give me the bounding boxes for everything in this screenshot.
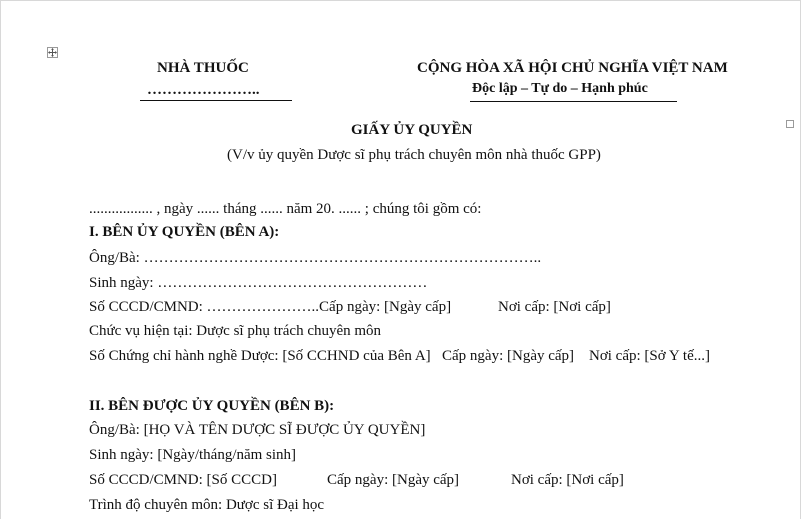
- party-b-id-place: Nơi cấp: [Nơi cấp]: [511, 472, 624, 488]
- page-border-left: [0, 0, 1, 519]
- party-a-cert-date: Cấp ngày: [Ngày cấp]: [442, 348, 575, 364]
- left-header-underline: [140, 100, 292, 101]
- party-a-cert-place: Nơi cấp: [Sở Y tế...]: [589, 348, 710, 364]
- party-a-id-place: Nơi cấp: [Nơi cấp]: [498, 299, 611, 315]
- party-a-dob: Sinh ngày: ………………………………………………: [89, 275, 428, 291]
- party-a-id: Số CCCD/CMND: …………………..Cấp ngày: [Ngày cấp]: [89, 299, 452, 315]
- party-a-cert: Số Chứng chỉ hành nghề Dược: [Số CCHND của Bên A]: [89, 348, 431, 364]
- table-move-handle[interactable]: [47, 47, 58, 58]
- document-title: GIẤY ỦY QUYỀN: [351, 122, 473, 138]
- motto-underline: [470, 101, 677, 102]
- move-icon: [48, 48, 57, 57]
- party-b-name: Ông/Bà: [HỌ VÀ TÊN DƯỢC SĨ ĐƯỢC ỦY QUYỀN]: [89, 422, 426, 438]
- pharmacy-name-dots: …………………..: [147, 82, 260, 98]
- party-a-heading: I. BÊN ỦY QUYỀN (BÊN A):: [89, 224, 280, 240]
- party-b-id-date: Cấp ngày: [Ngày cấp]: [327, 472, 460, 488]
- document-subtitle: (V/v ủy quyền Dược sĩ phụ trách chuyên môn nhà thuốc GPP): [227, 147, 601, 163]
- table-resize-handle[interactable]: [786, 120, 794, 128]
- party-b-dob: Sinh ngày: [Ngày/tháng/năm sinh]: [89, 447, 297, 463]
- page-border-top: [0, 0, 801, 1]
- party-b-heading: II. BÊN ĐƯỢC ỦY QUYỀN (BÊN B):: [89, 398, 335, 414]
- date-line: ................. , ngày ...... tháng ...... năm 20. ...... ; chúng tôi gồm có:: [89, 201, 482, 217]
- party-a-position: Chức vụ hiện tại: Dược sĩ phụ trách chuyên môn: [89, 323, 382, 339]
- party-a-name: Ông/Bà: ……………………………………………………………………..: [89, 250, 542, 266]
- national-title: CỘNG HÒA XÃ HỘI CHỦ NGHĨA VIỆT NAM: [417, 60, 728, 76]
- pharmacy-name-label: NHÀ THUỐC: [157, 60, 249, 76]
- national-motto: Độc lập – Tự do – Hạnh phúc: [472, 81, 648, 96]
- party-b-qualification: Trình độ chuyên môn: Dược sĩ Đại học: [89, 497, 325, 513]
- party-b-id: Số CCCD/CMND: [Số CCCD]: [89, 472, 277, 488]
